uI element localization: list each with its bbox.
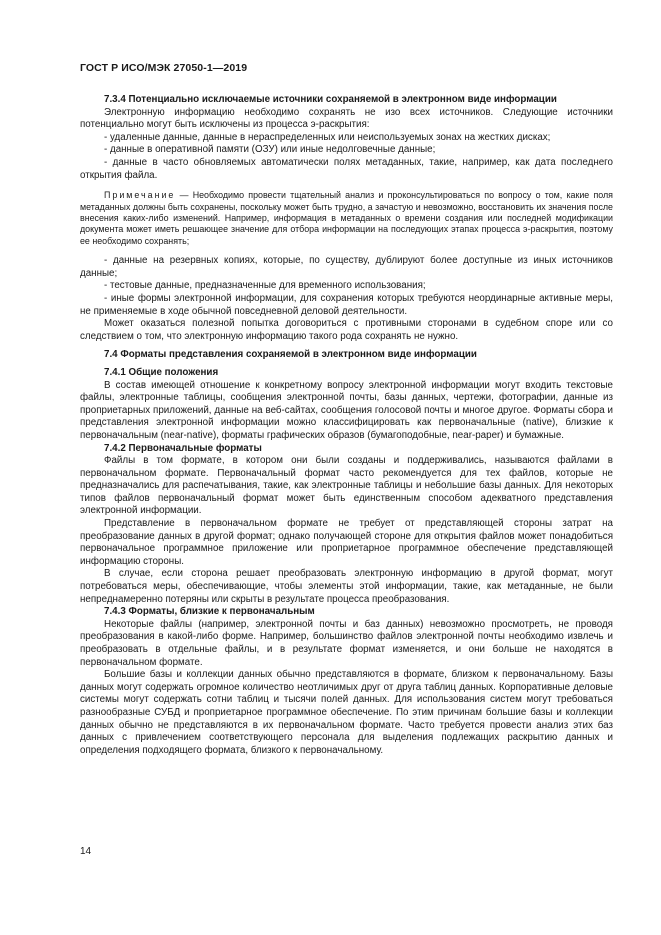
list-item: - иные формы электронной информации, для сохранения которых требуются неординарные активные меры, не применяемые в ходе обычной повседневной деловой деятельности. xyxy=(80,292,613,317)
list-item: - тестовые данные, предназначенные для временного использования; xyxy=(104,280,426,292)
section-7-4-3-heading: 7.4.3 Форматы, близкие к первоначальным xyxy=(104,606,315,618)
standard-header: ГОСТ Р ИСО/МЭК 27050-1—2019 xyxy=(80,62,248,74)
document-body xyxy=(80,94,613,757)
note-text: — Необходимо провести тщательный анализ и проконсультироваться по вопросу о том, какие поля метаданных должны быть сохранены, поскольку может быть трудно, а зачастую и невозможно, восстановить их значения после внесения каких-либо изменений. Например, информация в метаданных о времени создания или последней модификации документа может иметь решающее значение для отбора информации на последующих этапах процесса э-раскрытия, поэтому ее необходимо сохранять; xyxy=(80,190,613,246)
list-item: - данные в часто обновляемых автоматически полях метаданных, такие, например, как дата последнего открытия файла. xyxy=(80,156,613,181)
note xyxy=(80,190,613,247)
paragraph: Файлы в том формате, в котором они были созданы и поддерживались, называются файлами в первоначальном формате. Первоначальный формат часто рекомендуется для тех файлов, которые не предназначались для распечатывания, такие, как электронные таблицы и небольшие базы данных. Для некоторых типов файлов первоначальный формат может быть единственным способом адекватного представления электронной информации. xyxy=(80,455,613,517)
list-item: - данные на резервных копиях, которые, по существу, дублируют более доступные из иных источников данные; xyxy=(80,255,613,279)
paragraph: Может оказаться полезной попытка договориться с противными сторонами в судебном споре или со следствием о том, что электронную информацию такого рода сохранять не нужно. xyxy=(80,318,613,342)
section-7-4-1-heading: 7.4.1 Общие положения xyxy=(104,366,219,378)
section-7-3-4-heading: 7.3.4 Потенциально исключаемые источники сохраняемой в электронном виде информации xyxy=(104,94,557,105)
section-7-4-2-heading: 7.4.2 Первоначальные форматы xyxy=(104,442,262,454)
paragraph: Электронную информацию необходимо сохранять не изо всех источников. Следующие источники потенциально могут быть исключены из процесса э-раскрытия: xyxy=(80,106,613,131)
list-item: - удаленные данные, данные в нераспределенных или неиспользуемых зонах на жестких дисках; xyxy=(104,131,551,143)
section-7-4-heading: 7.4 Форматы представления сохраняемой в электронном виде информации xyxy=(104,349,477,361)
paragraph: Большие базы и коллекции данных обычно представляются в формате, близком к первоначальному. Базы данных могут содержать огромное количество неотличимых друг от друга таблиц данных. Корпоративные деловые системы могут содержать сотни таблиц и тысячи полей данных. Для использования систем могут требоваться разнообразные СУБД и проприетарное программное обеспечение. По этим причинам большие базы и коллекции данных обычно не представляются в их первоначальном формате. Часто требуется провести анализ этих баз данных с привлечением соответствующего персонала для выделения подлежащих раскрытию данных и определения подходящего формата, близкого к первоначальному. xyxy=(80,669,613,756)
list-item: - данные в оперативной памяти (ОЗУ) или иные недолговечные данные; xyxy=(104,144,436,156)
note-label: Примечание xyxy=(104,190,176,201)
paragraph: В случае, если сторона решает преобразовать электронную информацию в другой формат, могут потребоваться меры, обеспечивающие, чтобы элементы этой информации, такие, как метаданные, не были непреднамеренно потеряны или скрыты в результате процесса преобразования. xyxy=(80,568,613,605)
paragraph: Представление в первоначальном формате не требует от представляющей стороны затрат на преобразование данных в другой формат; однако получающей стороне для открытия файлов может понадобиться первоначальное программное приложение или проприетарное программное обеспечение представляющей информацию стороны. xyxy=(80,518,613,567)
paragraph: В состав имеющей отношение к конкретному вопросу электронной информации могут входить текстовые файлы, электронные таблицы, сообщения электронной почты, базы данных, чертежи, фотографии, данные из проприетарных приложений, данные на веб-сайтах, сообщения голосовой почты и многое другое. Форматы сбора и представления электронной информации можно классифицировать как первоначальные (native), близкие к первоначальным (near-native), форматы графических образов (бумагоподобные, near-paper) и бумажные. xyxy=(80,379,613,441)
paragraph: Некоторые файлы (например, электронной почты и баз данных) невозможно просмотреть, не проводя преобразования в какой-либо форме. Например, большинство файлов электронной почты необходимо извлечь и преобразовать в отдельные файлы, и в результате формат изменяется, и они больше не находятся в первоначальном формате. xyxy=(80,618,613,668)
page-number: 14 xyxy=(80,846,92,857)
